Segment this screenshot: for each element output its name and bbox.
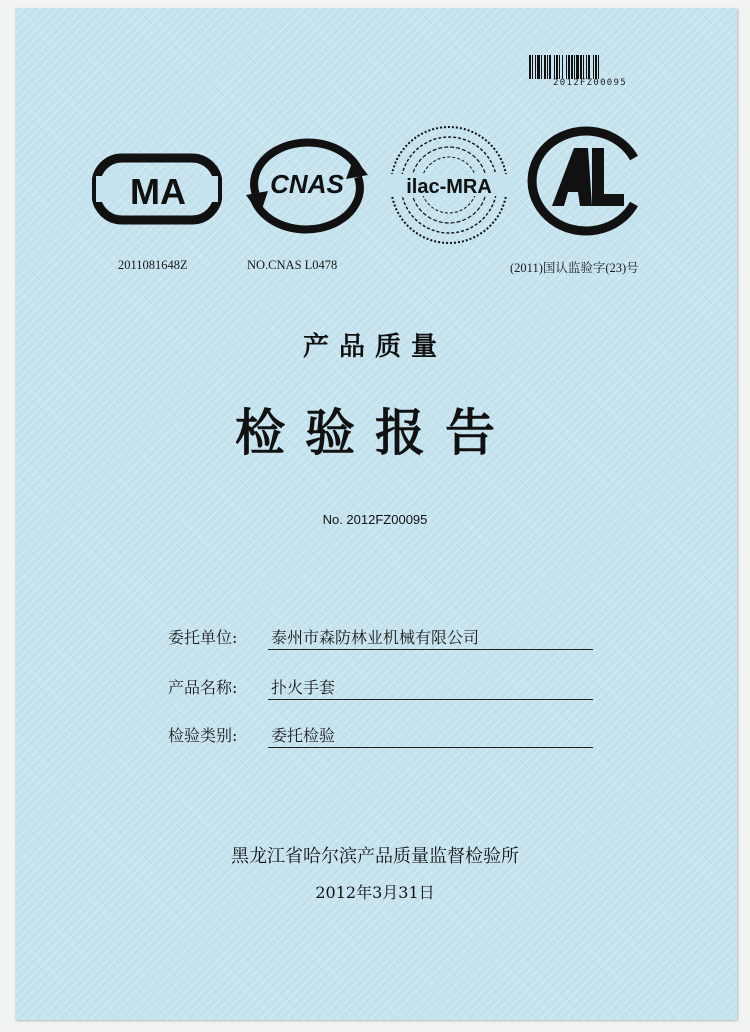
- cnas-logo-text: CNAS: [270, 169, 344, 199]
- field-client-value: 泰州市森防林业机械有限公司: [268, 627, 593, 650]
- issuing-institute: 黑龙江省哈尔滨产品质量监督检验所: [231, 846, 519, 867]
- barcode-bar: [595, 55, 597, 79]
- barcode-bar: [574, 55, 575, 79]
- field-inspection-type-value: 委托检验: [268, 725, 593, 748]
- cal-logo: [522, 124, 646, 236]
- barcode-bar: [588, 55, 590, 79]
- barcode-bar: [598, 55, 599, 79]
- barcode-bar: [559, 55, 560, 79]
- field-client-label: 委托单位:: [168, 628, 238, 647]
- barcode-bar: [586, 55, 587, 79]
- cnas-logo: [242, 135, 372, 235]
- cma-logo-text: MA: [130, 171, 186, 212]
- report-subtitle: 产品质量: [302, 332, 447, 362]
- barcode-number: 2012FZ00095: [553, 78, 627, 88]
- barcode-bar: [566, 55, 567, 79]
- ilac-mra-logo: [386, 122, 512, 248]
- barcode-bar: [529, 55, 531, 79]
- field-product-name: [168, 672, 598, 702]
- field-product-name-value: 扑火手套: [268, 677, 593, 700]
- barcode-bar: [554, 55, 555, 79]
- barcode-bar: [532, 55, 533, 79]
- field-client: [168, 622, 598, 652]
- barcode-bar: [547, 55, 548, 79]
- barcode-bar: [549, 55, 551, 79]
- barcode-bar: [580, 55, 582, 79]
- cal-logo-text: AL: [522, 124, 524, 125]
- report-number: No. 2012FZ00095: [322, 512, 428, 527]
- barcode-bar: [593, 55, 594, 79]
- report-title: 检验报告: [235, 403, 515, 462]
- barcode-bar: [562, 55, 563, 79]
- cma-logo: [92, 150, 222, 226]
- field-inspection-type-label: 检验类别:: [168, 726, 238, 745]
- barcode-bar: [568, 55, 570, 79]
- field-inspection-type: [168, 720, 598, 750]
- cma-cert-code: 2011081648Z: [118, 258, 188, 272]
- barcode-bar: [541, 55, 542, 79]
- barcode-bar: [556, 55, 558, 79]
- barcode-bar: [544, 55, 546, 79]
- issue-date: 2012年3月31日: [315, 883, 435, 902]
- field-product-name-label: 产品名称:: [168, 678, 238, 697]
- cal-cert-code: (2011)国认监验字(23)号: [510, 261, 639, 275]
- cnas-cert-code: NO.CNAS L0478: [247, 258, 338, 272]
- barcode-bar: [571, 55, 573, 79]
- barcode-image: [528, 55, 652, 79]
- barcode-bar: [583, 55, 584, 79]
- barcode-bar: [537, 55, 540, 79]
- ilac-mra-logo-text: ilac-MRA: [406, 176, 492, 198]
- barcode-bar: [535, 55, 536, 79]
- barcode-bar: [576, 55, 579, 79]
